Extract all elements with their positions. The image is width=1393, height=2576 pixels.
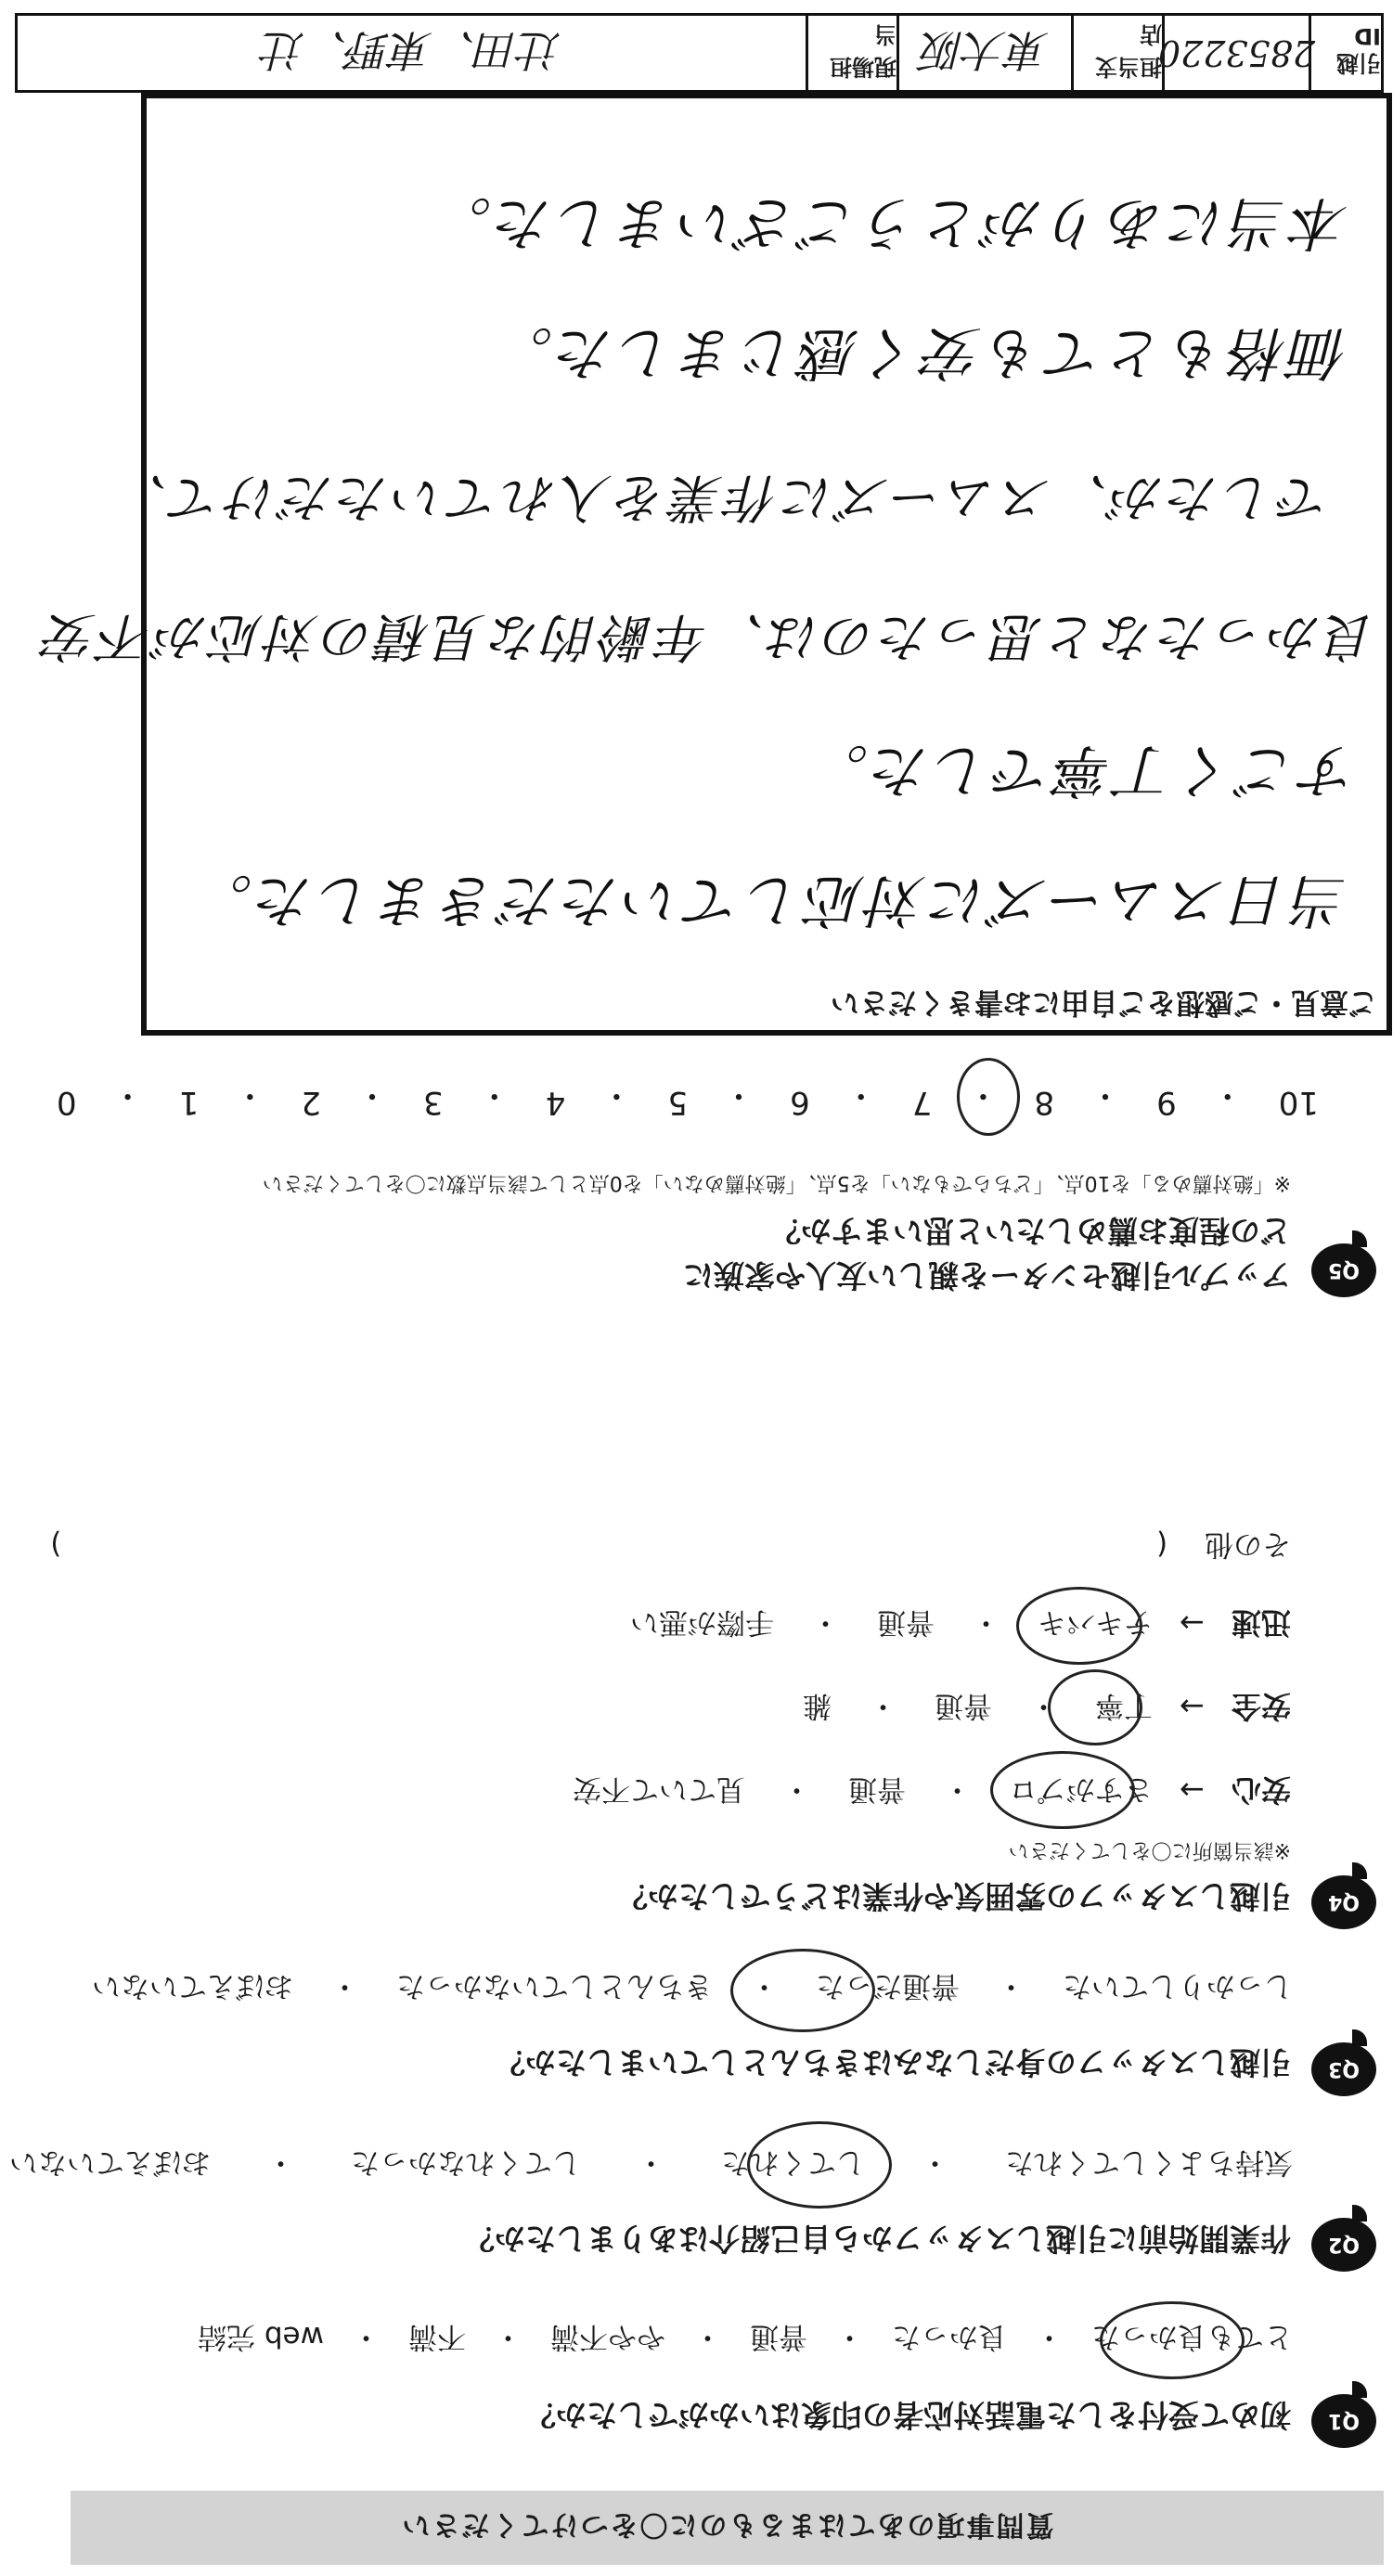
q2-options: 気持ちよくしてくれた・してくれた・してくれなかった・おぼえていない [9,2145,1293,2179]
id-table [15,13,1384,93]
q2-question: 作業開始前に引越しスタッフから自己紹介はありましたか？ [464,2221,1291,2257]
q1-option-slightly-unsatisfied[interactable]: やや不満 [550,2320,665,2353]
comment-line: 本当にありがとうございました。 [430,189,1349,257]
q4-other [50,1526,1291,1568]
q1-option-normal[interactable]: 普通 [750,2320,807,2353]
q4-option[interactable]: 見ていて不安 [572,1772,745,1806]
q4-badge: Q4 [1311,1875,1376,1929]
q1-option-very-good[interactable]: とても良かった [1091,2320,1293,2353]
instruction-text: 質問事項のあてはまるものに〇をつけてください [400,2508,1054,2541]
q4-option[interactable]: 普通 [847,1772,906,1806]
q2-option-yes[interactable]: してくれた [721,2145,865,2179]
q5-score-5[interactable]: 5 [667,1084,689,1121]
q5-scale: 10 ・ 9 ・ 8 ・ 7 ・ 6 ・ 5 ・ 4 ・ 3 ・ 2 ・ 1 ・ 0 [57,1076,1319,1121]
q5-score-0[interactable]: 0 [57,1084,77,1121]
q5-score-1[interactable]: 1 [178,1084,200,1121]
q3-question: 引越しスタッフの身だしなみはきちんとしていましたか？ [495,2044,1291,2080]
comments-title: ご意見・ご感想をご自由にお書きください [831,985,1377,1019]
arrow-right-icon: → [1180,1605,1205,1641]
q1-question: 初めて受付をした電話対応者の印象はいかがでしたか？ [525,2397,1291,2433]
q4-row-label: 安心 [1231,1772,1291,1808]
q1-option-web[interactable]: web 完結 [198,2320,324,2353]
comment-line: すごく丁寧でした。 [806,737,1359,805]
q1-option-unsatisfied[interactable]: 不満 [408,2320,466,2353]
q4-safety-selection-circle [1048,1669,1142,1745]
q5-score-2[interactable]: 2 [301,1084,321,1121]
staff-label: 現場担当 [830,21,896,80]
q3-option-not-neat[interactable]: きちんとしていなかった [396,1969,713,2003]
staff-value: 辻田、東野、辻 [262,25,561,75]
q2-selection-circle [747,2121,892,2209]
q3-option-neat[interactable]: しっかりしていた [1063,1969,1293,2003]
q2-option-no[interactable]: してくれなかった [351,2145,581,2179]
q3-badge: Q3 [1311,2042,1376,2096]
q1-badge: Q1 [1311,2394,1376,2448]
branch-label: 担当支店 [1095,21,1162,80]
q4-note: ※該当箇所に〇をしてください [1008,1838,1291,1861]
q3-option-normal[interactable]: 普通だった [816,1969,960,2003]
q2-option-dont-remember[interactable]: おぼえていない [9,2145,211,2179]
comment-line: でしたが、スムーズに作業を入れていただけて、 [111,467,1331,527]
q4-other-close-paren: ) [50,1527,62,1561]
q5-question-line1: アップル引越センターを親しい友人や家族に [682,1257,1291,1294]
instruction-banner [71,2491,1384,2565]
q4-row-reassurance: 安心 → さすがプロ・普通・見ていて不安 [572,1772,1291,1808]
q5-selection-circle [957,1058,1020,1136]
q4-row-label: 迅速 [1231,1605,1291,1641]
q4-option[interactable]: 普通 [876,1605,935,1639]
q5-note: ※「絶対薦める」を10点、「どちらでもない」を5点、「絶対薦めない」を0点として該当点数に〇をしてください [262,1171,1291,1194]
q4-option[interactable]: 雑 [802,1689,832,1722]
q4-row-speed: 迅速 → テキパキ・普通・手際が悪い [629,1605,1291,1641]
move-id-label: 引越ID [1336,23,1381,77]
q1-options: とても良かった・良かった・普通・やや不満・不満・web 完結 [198,2320,1293,2353]
q4-option[interactable]: テキパキ [1037,1605,1153,1639]
comments-box [41,93,1392,1036]
q4-speed-selection-circle [1016,1587,1142,1665]
q4-option[interactable]: 普通 [934,1689,992,1722]
q3-selection-circle [730,1949,875,2032]
q4-option[interactable]: さすがプロ [1008,1772,1153,1806]
q4-row-label: 安全 [1231,1689,1291,1724]
arrow-right-icon: → [1180,1772,1205,1808]
q5-question-line2: どの程度お薦めしたいと思いますか？ [770,1213,1291,1249]
q5-score-4[interactable]: 4 [545,1084,566,1121]
q4-other-label: その他 [1205,1527,1291,1561]
q1-selection-circle [1100,2301,1245,2379]
arrow-right-icon: → [1180,1689,1205,1724]
q4-row-safety: 安全 → 丁寧・普通・雑 [802,1689,1291,1724]
q5-score-7[interactable]: 7 [911,1084,933,1121]
q5-score-9[interactable]: 9 [1156,1084,1177,1121]
q2-badge: Q2 [1311,2218,1376,2272]
q4-option[interactable]: 手際が悪い [629,1605,774,1639]
q3-option-dont-remember[interactable]: おぼえていない [92,1969,293,2003]
q4-other-open-paren: ( [1156,1527,1168,1561]
q5-score-8[interactable]: 8 [1034,1084,1055,1121]
move-id-value: 2853220 [1157,32,1316,73]
comment-line: 価格もとても安く感じました。 [491,319,1349,387]
q5-badge: Q5 [1311,1243,1376,1297]
comment-line: 当日スムーズに対応していただきました。 [191,867,1349,934]
branch-value: 東大阪 [921,25,1050,75]
q5-score-10[interactable]: 10 [1278,1084,1319,1121]
q4-reassurance-selection-circle [990,1751,1135,1829]
q1-option-good[interactable]: 良かった [892,2320,1007,2353]
q3-options: しっかりしていた・普通だった・きちんとしていなかった・おぼえていない [92,1969,1293,2003]
q4-question: 引越しスタッフの雰囲気や作業はどうでしたか？ [617,1878,1291,1914]
q2-option-pleasant[interactable]: 気持ちよくしてくれた [1005,2145,1293,2179]
comment-line: 良かったなと思ったのは、年齢的な見積の対応が不安 [41,606,1377,666]
q5-score-6[interactable]: 6 [790,1084,810,1121]
q5-score-3[interactable]: 3 [423,1084,444,1121]
q4-option[interactable]: 丁寧 [1094,1689,1153,1722]
